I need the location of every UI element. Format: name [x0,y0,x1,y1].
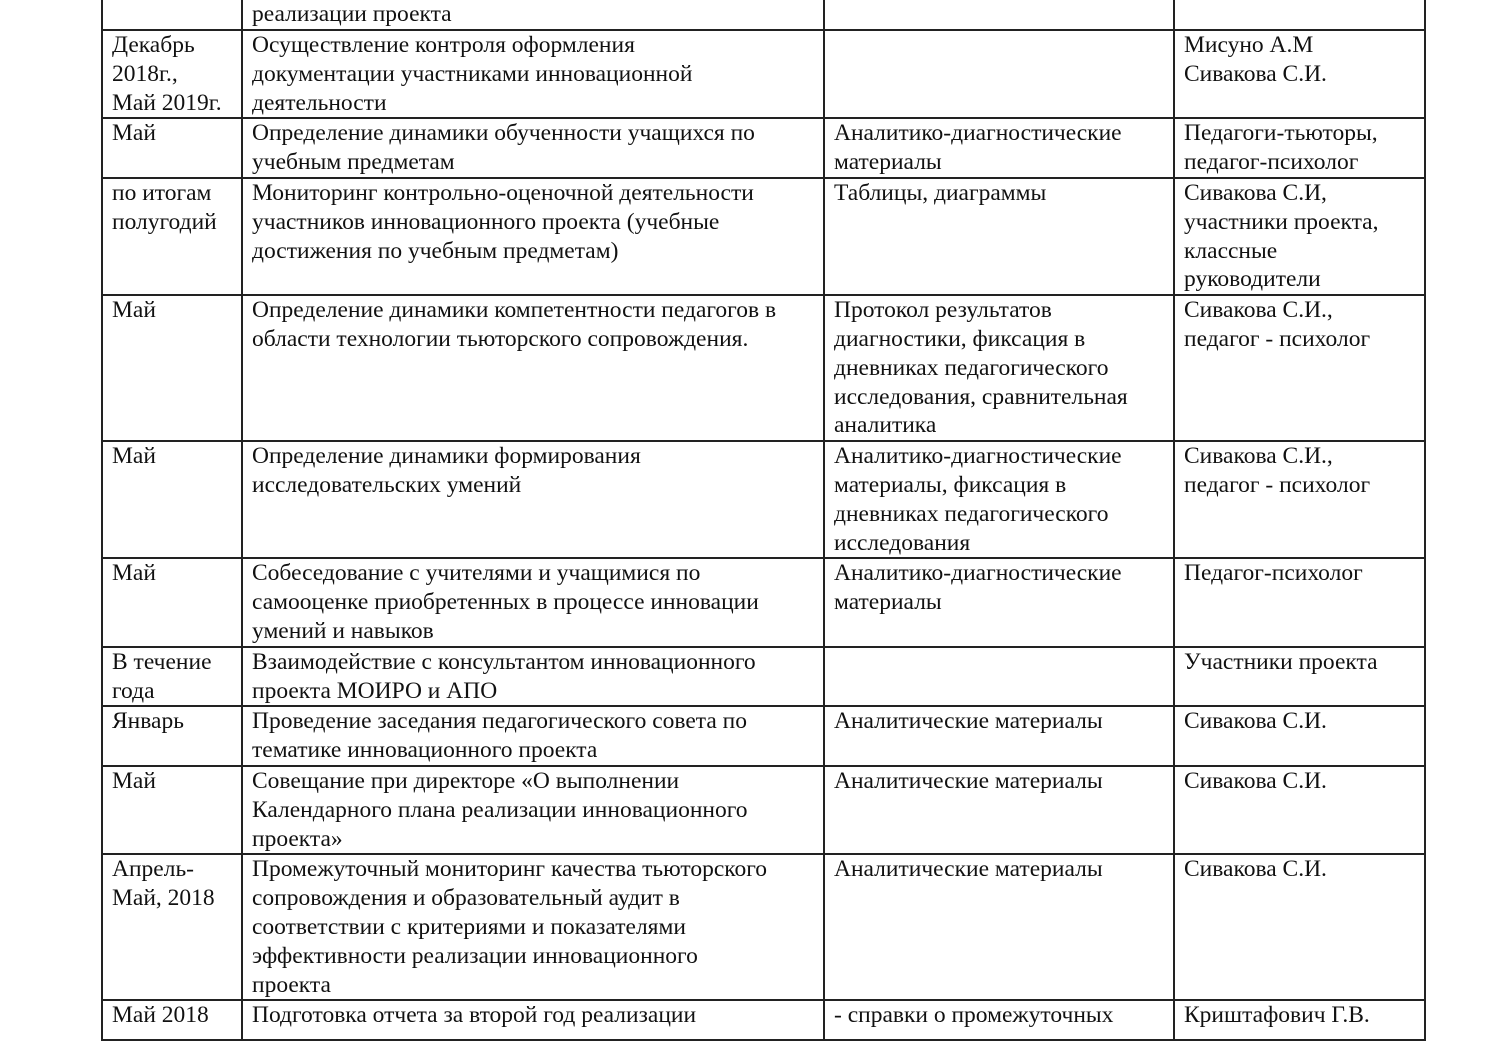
responsible-text: Сивакова С.И. [1184,708,1327,735]
form-cell [824,295,1174,441]
table-row [102,30,1425,118]
task-cell [242,30,824,118]
table-row [102,854,1425,1000]
responsible-cell [1174,118,1425,178]
responsible-cell [1174,647,1425,707]
table-row [102,118,1425,178]
form-cell [824,647,1174,707]
table-row [102,295,1425,441]
table-row [102,766,1425,854]
date-cell [102,766,242,854]
form-text: Аналитико-диагностические материалы, фиксация в дневниках педагогического исследования [834,443,1122,556]
responsible-text: Сивакова С.И, участники проекта, классные руководители [1184,179,1379,293]
form-text: Аналитические материалы [834,856,1103,883]
form-text: Аналитические материалы [834,708,1103,735]
responsible-cell [1174,295,1425,441]
task-text: Определение динамики компетентности педагогов в области технологии тьюторского сопровождения. [252,297,777,352]
date-cell [102,441,242,558]
responsible-cell [1174,0,1425,30]
responsible-cell [1174,178,1425,295]
responsible-text: Сивакова С.И. [1184,767,1327,794]
date-text: по итогам полугодий [112,179,217,235]
date-text: Январь [112,708,184,735]
table-row [102,647,1425,707]
date-text: В течение года [112,648,212,704]
form-text: Аналитико-диагностические материалы [834,560,1122,616]
responsible-cell [1174,1000,1425,1040]
task-text: Подготовка отчета за второй год реализации [252,1002,697,1029]
task-cell [242,766,824,854]
form-cell [824,441,1174,558]
task-text: реализации проекта [252,1,452,27]
table-row [102,558,1425,646]
task-cell [242,295,824,441]
date-text: Май [112,560,156,587]
task-text: Собеседование с учителями и учащимися по самооценке приобретенных в процессе инновации умений и навыков [252,560,759,644]
responsible-cell [1174,706,1425,766]
responsible-text: Сивакова С.И., педагог - психолог [1184,297,1371,352]
task-cell [242,558,824,646]
form-cell [824,558,1174,646]
table-row [102,0,1425,30]
date-cell [102,178,242,295]
responsible-text: Сивакова С.И., педагог - психолог [1184,443,1371,498]
responsible-cell [1174,30,1425,118]
table-row [102,441,1425,558]
date-cell [102,118,242,178]
responsible-text: Сивакова С.И. [1184,856,1327,883]
task-cell [242,178,824,295]
date-cell [102,854,242,1000]
responsible-cell [1174,766,1425,854]
table-row [102,706,1425,766]
form-cell [824,0,1174,30]
date-text: Май 2018 [112,1002,209,1029]
task-text: Определение динамики формирования исследовательских умений [252,443,641,498]
responsible-cell [1174,441,1425,558]
task-cell [242,706,824,766]
form-text: Таблицы, диаграммы [834,179,1047,206]
form-cell [824,766,1174,854]
task-text: Мониторинг контрольно-оценочной деятельности участников инновационного проекта (учебные достижения по учебным предметам) [252,179,754,264]
form-text: Протокол результатов диагностики, фиксация в дневниках педагогического исследования, сравнительная аналитика [834,297,1128,439]
date-cell [102,647,242,707]
task-cell [242,441,824,558]
date-text: Декабрь 2018г., Май 2019г. [112,32,222,116]
responsible-text: Педагоги-тьюторы, педагог-психолог [1184,120,1378,176]
task-cell [242,0,824,30]
date-text: Май [112,443,156,470]
date-cell [102,1000,242,1040]
responsible-text: Участники проекта [1184,648,1378,675]
table-row [102,178,1425,295]
responsible-text: Мисуно А.М Сивакова С.И. [1184,32,1327,87]
date-text: Май [112,767,156,794]
date-cell [102,295,242,441]
date-cell [102,558,242,646]
form-cell [824,1000,1174,1040]
task-text: Осуществление контроля оформления документации участниками инновационной деятельности [252,32,693,116]
task-text: Определение динамики обученности учащихся по учебным предметам [252,120,755,176]
form-cell [824,30,1174,118]
form-cell [824,178,1174,295]
form-cell [824,854,1174,1000]
responsible-cell [1174,558,1425,646]
task-text: Проведение заседания педагогического совета по тематике инновационного проекта [252,708,747,764]
date-text: Май [112,120,156,147]
task-cell [242,1000,824,1040]
task-cell [242,647,824,707]
date-cell [102,706,242,766]
task-text: Совещание при директоре «О выполнении Календарного плана реализации инновационного проекта» [252,767,748,852]
calendar-plan-table [101,0,1426,1041]
form-cell [824,118,1174,178]
table-row [102,1000,1425,1040]
form-text: Аналитические материалы [834,767,1103,794]
task-cell [242,854,824,1000]
date-cell [102,30,242,118]
form-text: - справки о промежуточных [834,1002,1114,1029]
date-text: Май [112,297,156,324]
responsible-cell [1174,854,1425,1000]
form-cell [824,706,1174,766]
date-text: Апрель- Май, 2018 [112,856,215,912]
responsible-text: Криштафович Г.В. [1184,1002,1370,1029]
date-cell [102,0,242,30]
task-text: Промежуточный мониторинг качества тьюторского сопровождения и образовательный аудит в соответствии с критериями и показателями эффективности реализации инновационного проекта [252,856,768,998]
task-cell [242,118,824,178]
responsible-text: Педагог-психолог [1184,560,1363,587]
form-text: Аналитико-диагностические материалы [834,120,1122,176]
task-text: Взаимодействие с консультантом инновационного проекта МОИРО и АПО [252,648,756,704]
